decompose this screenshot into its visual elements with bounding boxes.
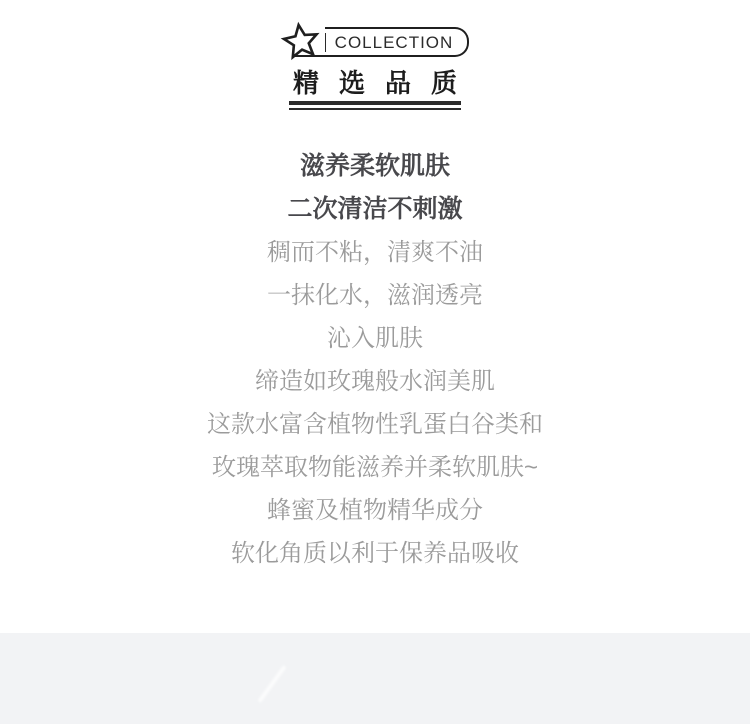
- title-underline: [289, 101, 461, 110]
- body-line: 玫瑰萃取物能滋养并柔软肌肤~: [211, 454, 538, 481]
- body-line: 缔造如玫瑰般水润美肌: [255, 368, 495, 395]
- collection-badge: [281, 27, 470, 57]
- body-line: 稠而不粘，清爽不油: [267, 239, 483, 266]
- body-line: 蜂蜜及植物精华成分: [267, 497, 483, 524]
- body-line: 软化角质以利于保养品吸收: [231, 540, 519, 567]
- body-line: 这款水富含植物性乳蛋白谷类和: [207, 411, 543, 438]
- underline-thin-rule: [289, 108, 461, 110]
- badge-divider: [325, 33, 326, 52]
- collection-badge-box: [295, 27, 470, 57]
- footer-strip: [0, 633, 750, 724]
- header: [0, 27, 750, 110]
- star-icon: [277, 18, 324, 65]
- quality-title: 精选品质: [292, 68, 477, 98]
- body-line: 一抹化水，滋润透亮: [267, 282, 483, 309]
- body-line: 沁入肌肤: [327, 325, 423, 352]
- headline-line: 二次清洁不刺激: [287, 195, 463, 223]
- footer-glare-highlight: [257, 665, 286, 703]
- headline-line: 滋养柔软肌肤: [299, 152, 450, 180]
- marketing-copy: [0, 145, 750, 575]
- collection-label: COLLECTION: [334, 32, 454, 52]
